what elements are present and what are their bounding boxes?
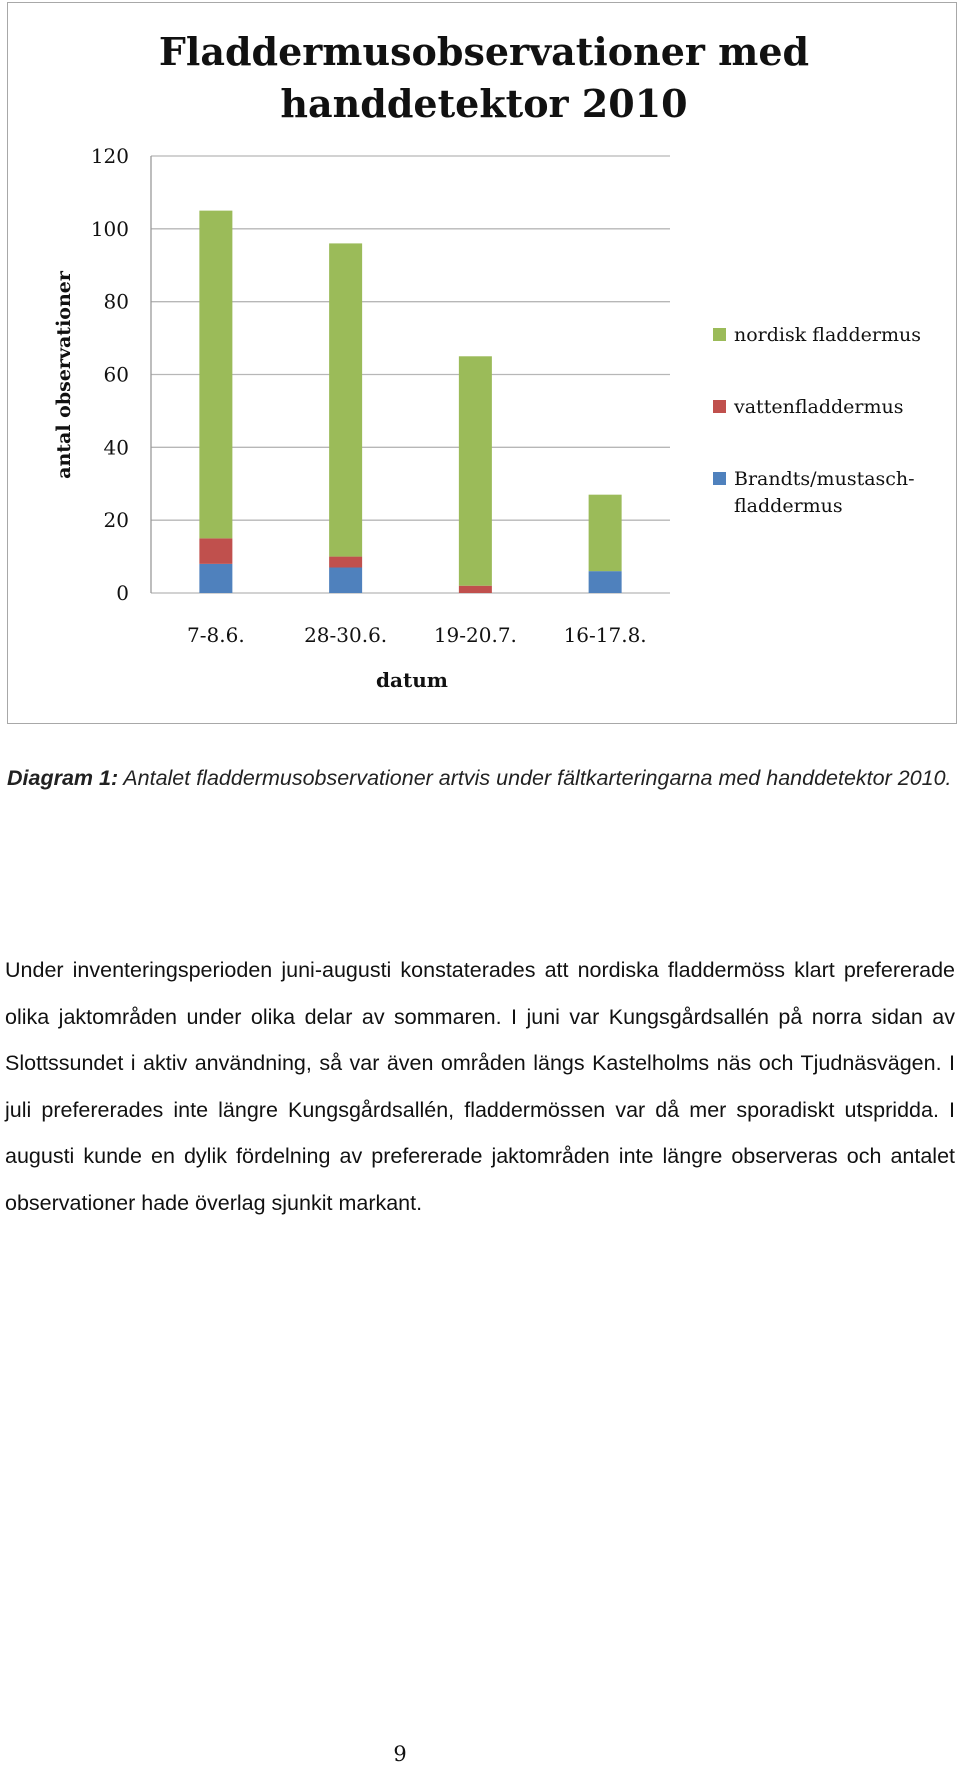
legend-label-brandts-mustasch-fladdermus-line-2: fladdermus [734, 495, 843, 517]
bar-brandts-mustasch-fladdermus-3 [589, 571, 622, 593]
x-tick-label-0: 7-8.6. [187, 623, 245, 647]
legend-label-nordisk-fladdermus: nordisk fladdermus [734, 324, 921, 346]
x-tick-label-1: 28-30.6. [304, 623, 388, 647]
bar-brandts-mustasch-fladdermus-0 [199, 564, 232, 593]
bar-nordisk-fladdermus-3 [589, 495, 622, 571]
y-tick-label-60: 60 [103, 362, 129, 387]
legend-label-vattenfladdermus: vattenfladdermus [734, 396, 904, 418]
bar-nordisk-fladdermus-2 [459, 356, 492, 585]
y-axis-label: antal observationer [53, 271, 75, 479]
body-paragraph: Under inventeringsperioden juni-augusti konstaterades att nordiska fladdermöss klart prefererade olika jaktområden under olika delar av sommaren. I juni var Kungsgårdsallén på norra sidan av Slottssundet i aktiv användning, så var även områden längs Kastelholms näs och Tjudnäsvägen. I juli prefererades inte längre Kungsgårdsallén, fladdermössen var då mer sporadiskt utspridda. I augusti kunde en dylik fördelning av prefererade jaktområden inte längre observeras och antalet observationer hade överlag sjunkit markant. [5, 958, 955, 1215]
figure-caption [7, 755, 955, 802]
chart-title-line-2: handdetektor 2010 [280, 81, 688, 126]
chart-container [7, 2, 957, 724]
chart-title-line-1: Fladdermusobservationer med [158, 29, 810, 74]
y-tick-label-0: 0 [116, 581, 129, 605]
bar-brandts-mustasch-fladdermus-1 [329, 568, 362, 593]
legend-swatch-vattenfladdermus [713, 400, 726, 413]
bar-vattenfladdermus-1 [329, 557, 362, 568]
x-tick-label-3: 16-17.8. [563, 623, 647, 647]
bar-nordisk-fladdermus-0 [199, 211, 232, 539]
page-number: 9 [393, 1742, 407, 1766]
bar-vattenfladdermus-0 [199, 538, 232, 563]
y-tick-label-100: 100 [90, 216, 129, 241]
stacked-bar-chart [8, 3, 956, 723]
y-tick-label-120: 120 [90, 144, 129, 168]
bar-vattenfladdermus-2 [459, 586, 492, 593]
y-tick-label-40: 40 [103, 435, 129, 460]
bar-nordisk-fladdermus-1 [329, 243, 362, 556]
legend-swatch-brandts-mustasch-fladdermus [713, 472, 726, 485]
x-axis-label: datum [376, 668, 448, 692]
legend-label-brandts-mustasch-fladdermus: Brandts/mustasch- [734, 468, 915, 490]
legend-swatch-nordisk-fladdermus [713, 328, 726, 341]
x-tick-label-2: 19-20.7. [433, 623, 517, 647]
y-tick-label-20: 20 [103, 508, 129, 533]
caption-label: Diagram 1: [7, 766, 119, 790]
y-tick-label-80: 80 [103, 289, 129, 314]
caption-text: Antalet fladdermusobservationer artvis under fältkarteringarna med handdetektor 2010. [118, 766, 952, 790]
